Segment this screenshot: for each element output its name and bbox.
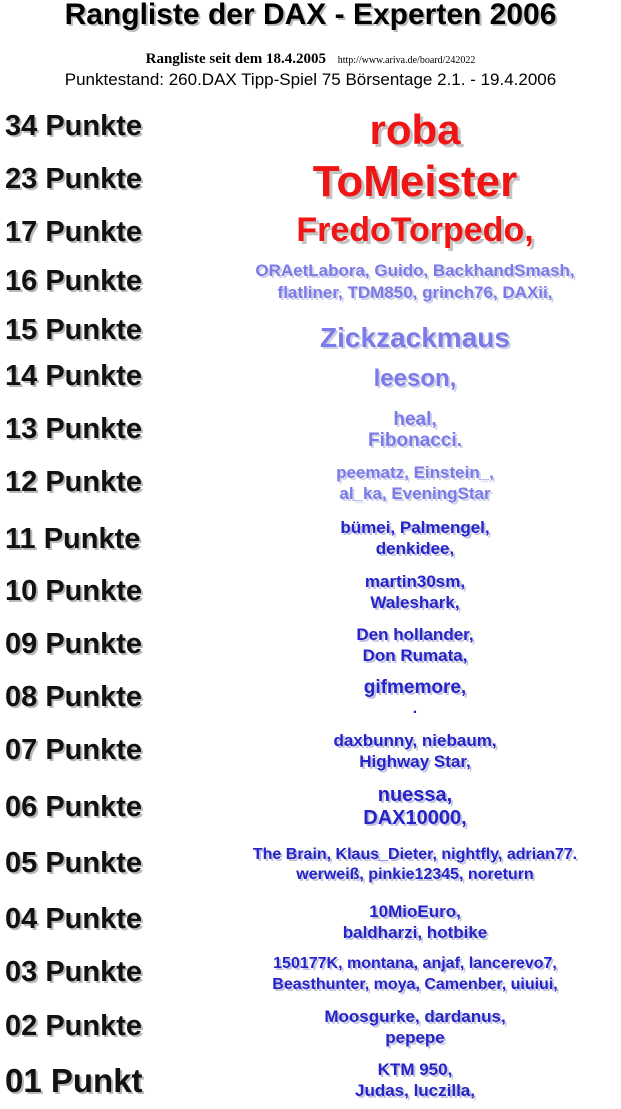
source-url[interactable]: http://www.ariva.de/board/242022: [337, 55, 476, 66]
ranked-names: daxbunny, niebaum,: [333, 731, 497, 750]
ranked-names: roba: [369, 106, 461, 153]
ranked-names: al_ka, EveningStar: [339, 484, 491, 503]
points-label: 09 Punkte: [5, 628, 142, 660]
ranked-names: martin30sm,: [364, 572, 466, 591]
points-label: 15 Punkte: [5, 314, 142, 346]
subtitle: [0, 50, 621, 68]
since-text: Rangliste seit dem 18.4.2005: [145, 51, 327, 67]
points-label: 10 Punkte: [5, 575, 142, 607]
ranked-names: flatliner, TDM850, grinch76, DAXii,: [277, 283, 553, 302]
ranked-names: Waleshark,: [370, 593, 460, 612]
ranked-names: Fibonacci.: [368, 430, 462, 451]
ranked-names: Moosgurke, dardanus,: [324, 1007, 506, 1026]
ranked-names: Judas, luczilla,: [355, 1081, 475, 1100]
ranked-names: ToMeister: [312, 157, 518, 206]
ranked-names: baldharzi, hotbike: [342, 923, 488, 942]
separator-dot: .: [412, 700, 418, 717]
ranked-names: nuessa,: [377, 784, 453, 806]
points-label: 12 Punkte: [5, 466, 142, 498]
points-label: 11 Punkte: [5, 523, 141, 555]
points-label: 07 Punkte: [5, 734, 142, 766]
ranked-names: pepepe: [385, 1028, 445, 1047]
ranked-names: denkidee,: [375, 539, 455, 558]
points-label: 05 Punkte: [5, 847, 142, 879]
ranked-names: werweiß, pinkie12345, noreturn: [296, 866, 534, 883]
ranked-names: Den hollander,: [356, 625, 474, 644]
points-label: 14 Punkte: [5, 360, 142, 392]
ranked-names: DAX10000,: [363, 807, 467, 829]
points-label: 17 Punkte: [5, 216, 142, 248]
ranked-names: 10MioEuro,: [369, 902, 461, 921]
ranked-names: gifmemore,: [363, 677, 467, 698]
page-title: Rangliste der DAX - Experten 2006: [64, 0, 557, 31]
points-label: 03 Punkte: [5, 956, 142, 988]
score-status: Punktestand: 260.DAX Tipp-Spiel 75 Börsentage 2.1. - 19.4.2006: [64, 70, 557, 89]
ranked-names: FredoTorpedo,: [296, 211, 534, 249]
ranked-names: The Brain, Klaus_Dieter, nightfly, adrian77.: [252, 846, 578, 863]
points-label: 13 Punkte: [5, 413, 142, 445]
ranked-names: peematz, Einstein_,: [336, 463, 494, 482]
points-label: 34 Punkte: [5, 110, 142, 142]
ranked-names: Beasthunter, moya, Camenber, uiuiui,: [272, 976, 558, 993]
ranked-names: KTM 950,: [377, 1060, 453, 1079]
ranked-names: Highway Star,: [359, 752, 471, 771]
ranked-names: bümei, Palmengel,: [340, 518, 490, 537]
ranked-names: Zickzackmaus: [320, 322, 510, 353]
points-label: 06 Punkte: [5, 791, 142, 823]
points-label: 08 Punkte: [5, 681, 142, 713]
ranked-names: 150177K, montana, anjaf, lancerevo7,: [273, 955, 557, 972]
ranked-names: Don Rumata,: [362, 646, 468, 665]
points-label: 16 Punkte: [5, 265, 142, 297]
points-label: 04 Punkte: [5, 903, 142, 935]
points-label: 23 Punkte: [5, 163, 142, 195]
points-label: 01 Punkt: [5, 1062, 143, 1099]
ranked-names: leeson,: [373, 365, 457, 392]
points-label: 02 Punkte: [5, 1010, 142, 1042]
ranked-names: heal,: [393, 409, 437, 430]
ranked-names: ORAetLabora, Guido, BackhandSmash,: [255, 261, 575, 280]
